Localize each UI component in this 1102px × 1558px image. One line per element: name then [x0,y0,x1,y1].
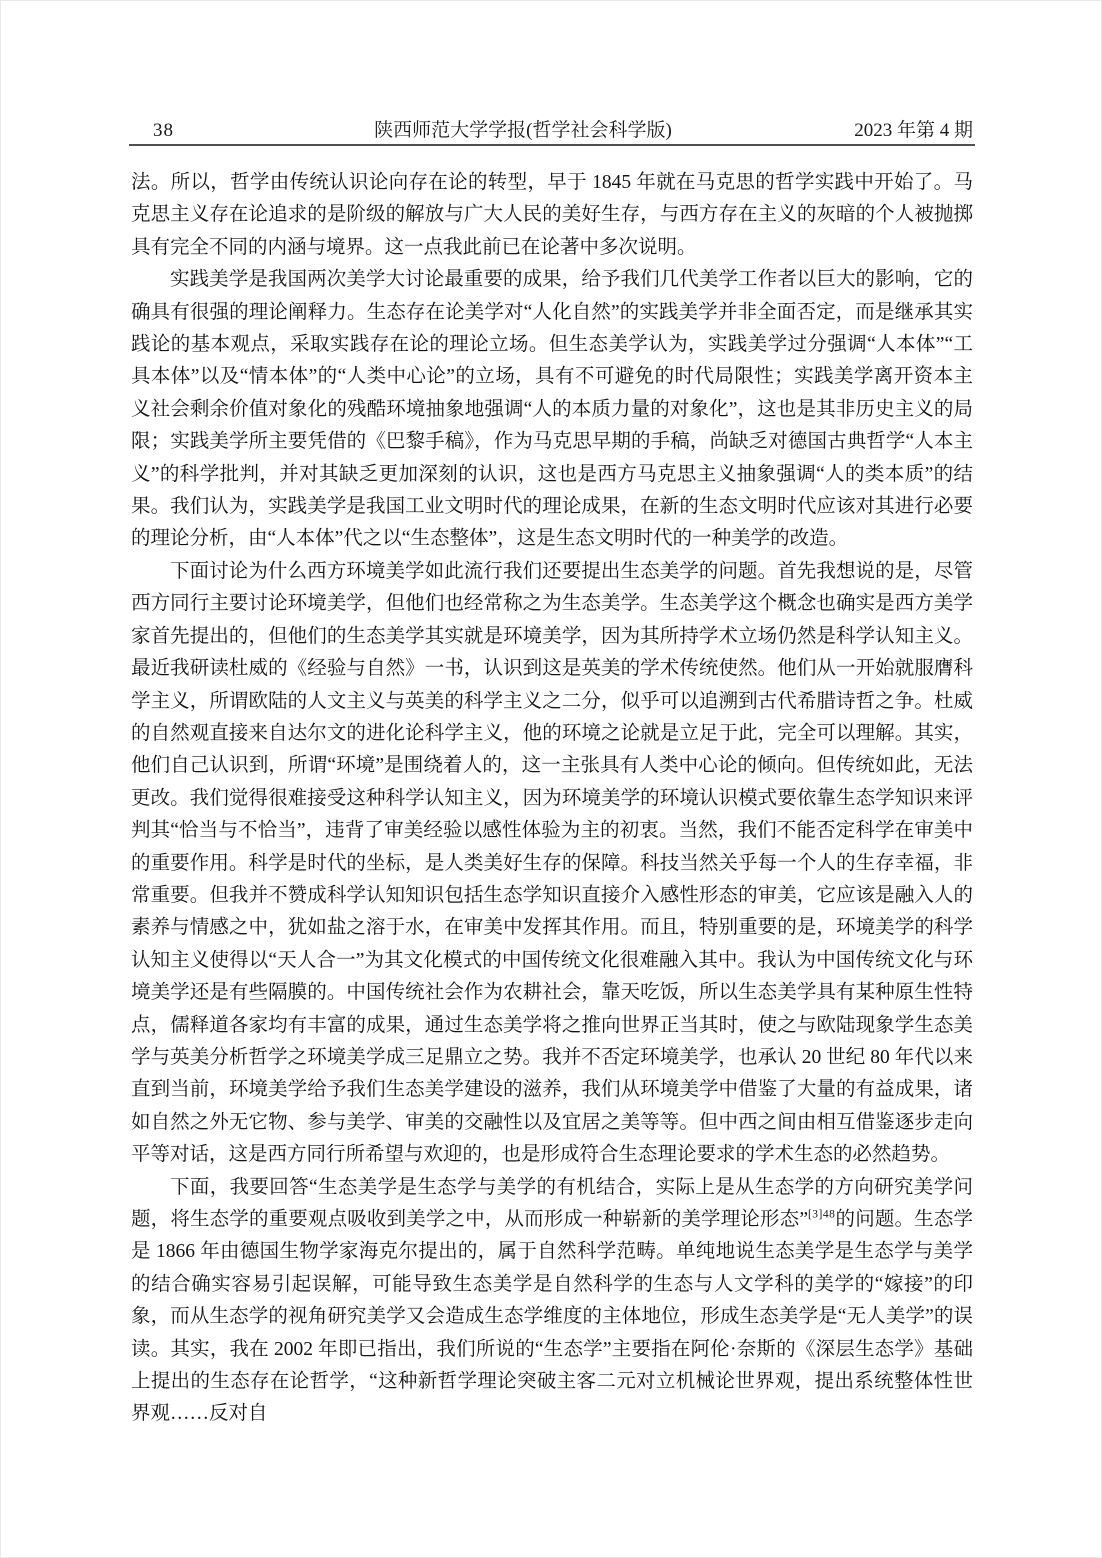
issue-label: 2023 年第 4 期 [854,120,973,141]
paragraph-environmental-aesthetics: 下面讨论为什么西方环境美学如此流行我们还要提出生态美学的问题。首先我想说的是，尽管西方同行主要讨论环境美学，但他们也经常称之为生态美学。生态美学这个概念也确实是西方美学家首先提出的，但他们的生态美学其实就是环境美学，因为其所持学术立场仍然是科学认知主义。最近我研读杜威的《经验与自然》一书，认识到这是英美的学术传统使然。他们从一开始就服膺科学主义，所谓欧陆的人文主义与英美的科学主义之二分，似乎可以追溯到古代希腊诗哲之争。杜威的自然观直接来自达尔文的进化论科学主义，他的环境之论就是立足于此，完全可以理解。其实，他们自己认识到，所谓“环境”是围绕着人的，这一主张具有人类中心论的倾向。但传统如此，无法更改。我们觉得很难接受这种科学认知主义，因为环境美学的环境认识模式要依靠生态学知识来评判其“恰当与不恰当”，违背了审美经验以感性体验为主的初衷。当然，我们不能否定科学在审美中的重要作用。科学是时代的坐标，是人类美好生存的保障。科技当然关乎每一个人的生存幸福，非常重要。但我并不赞成科学认知知识包括生态学知识直接介入感性形态的审美，它应该是融入人的素养与情感之中，犹如盐之溶于水，在审美中发挥其作用。而且，特别重要的是，环境美学的科学认知主义使得以“天人合一”为其文化模式的中国传统文化很难融入其中。我认为中国传统文化与环境美学还是有些隔膜的。中国传统社会作为农耕社会，靠天吃饭，所以生态美学具有某种原生性特点，儒释道各家均有丰富的成果，通过生态美学将之推向世界正当其时，使之与欧陆现象学生态美学与英美分析哲学之环境美学成三足鼎立之势。我并不否定环境美学，也承认 20 世纪 80 年代以来直到当前，环境美学给予我们生态美学建设的滋养，我们从环境美学中借鉴了大量的有益成果，诸如自然之外无它物、参与美学、审美的交融性以及宜居之美等等。但中西之间由相互借鉴逐步走向平等对话，这是西方同行所希望与欢迎的，也是形成符合生态理论要求的学术生态的必然趋势。 [131,560,973,1166]
page-number: 38 [153,120,174,141]
paragraph-practical-aesthetics: 实践美学是我国两次美学大讨论最重要的成果，给予我们几代美学工作者以巨大的影响，它的确具有很强的理论阐释力。生态存在论美学对“人化自然”的实践美学并非全面否定，而是继承其实践论的基本观点，采取实践存在论的理论立场。但生态美学认为，实践美学过分强调“人本体”“工具本体”以及“情本体”的“人类中心论”的立场，具有不可避免的时代局限性；实践美学离开资本主义社会剩余价值对象化的残酷环境抽象地强调“人的本质力量的对象化”，这也是其非历史主义的局限；实践美学所主要凭借的《巴黎手稿》，作为马克思早期的手稿，尚缺乏对德国古典哲学“人本主义”的科学批判，并对其缺乏更加深刻的认识，这也是西方马克思主义抽象强调“人的类本质”的结果。我们认为，实践美学是我国工业文明时代的理论成果，在新的生态文明时代应该对其进行必要的理论分析，由“人本体”代之以“生态整体”，这是生态文明时代的一种美学的改造。 [131,269,973,550]
paragraph-ecology-definition [131,1172,973,1431]
header-rule [129,144,975,146]
paragraph-ecology-text-after: 的问题。生态学是 1866 年由德国生物学家海克尔提出的，属于自然科学范畴。单纯地说生态美学是生态学与美学的结合确实容易引起误解，可能导致生态美学是自然科学的生态与人文学科的美学的“嫁接”的印象，而从生态学的视角研究美学又会造成生态学维度的主体地位，形成生态美学是“无人美学”的误读。其实，我在 2002 年即已指出，我们所说的“生态学”主要指在阿伦·奈斯的《深层生态学》基础上提出的生态存在论哲学，“这种新哲学理论突破主客二元对立机械论世界观，提出系统整体性世界观……反对自 [131,1209,973,1425]
paragraph-ecology-text-before: 下面，我要回答“生态美学是生态学与美学的有机结合，实际上是从生态学的方向研究美学问题，将生态学的重要观点吸收到美学之中，从而形成一种崭新的美学理论形态” [131,1176,973,1230]
paragraph-continuation: 法。所以，哲学由传统认识论向存在论的转型，早于 1845 年就在马克思的哲学实践中开始了。马克思主义存在论追求的是阶级的解放与广大人民的美好生存，与西方存在主义的灰暗的个人被抛掷具有完全不同的内涵与境界。这一点我此前已在论著中多次说明。 [131,172,973,258]
journal-title: 陕西师范大学学报(哲学社会科学版) [374,120,672,141]
page-header [131,115,973,142]
citation-reference: [3]48 [807,1208,836,1221]
article-body [131,167,973,1431]
